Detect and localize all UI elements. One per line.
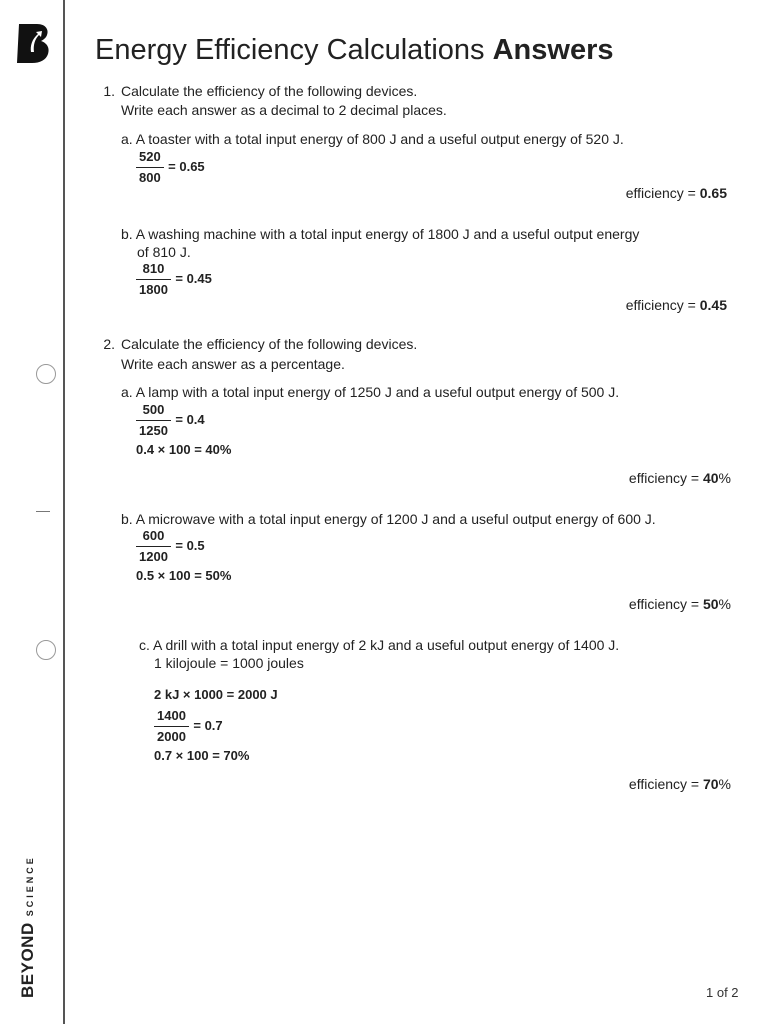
numerator: 1400 xyxy=(154,708,189,727)
numerator: 520 xyxy=(136,149,164,168)
efficiency-unit: % xyxy=(718,596,731,612)
denominator: 800 xyxy=(139,170,161,185)
numerator: 600 xyxy=(136,528,171,547)
fraction xyxy=(136,261,171,298)
fraction-working xyxy=(136,402,205,440)
efficiency-value: 50 xyxy=(702,596,719,612)
part-text-cont: of 810 J. xyxy=(137,244,191,260)
fold-mark xyxy=(36,511,50,512)
efficiency-answer xyxy=(629,470,731,486)
punch-hole xyxy=(36,364,56,384)
numerator: 810 xyxy=(136,261,171,280)
efficiency-label: efficiency = xyxy=(628,596,700,612)
fraction-result: = 0.7 xyxy=(193,718,223,733)
title-main: Energy Efficiency Calculations xyxy=(95,34,485,66)
fraction-working xyxy=(136,149,205,187)
brand-subname: SCIENCE xyxy=(25,855,35,917)
question-instruction: Write each answer as a decimal to 2 decimal places. xyxy=(121,102,447,118)
part-text: a. A toaster with a total input energy of 800 J and a useful output energy of 520 J. xyxy=(121,131,624,147)
page-title xyxy=(95,34,614,67)
percentage-calculation: 0.4 × 100 = 40% xyxy=(136,442,232,457)
efficiency-value: 40 xyxy=(702,470,719,486)
fraction-result: = 0.5 xyxy=(175,538,205,553)
denominator: 1800 xyxy=(139,282,168,297)
fraction xyxy=(136,528,171,565)
title-bold: Answers xyxy=(492,34,614,66)
part-text: a. A lamp with a total input energy of 1250 J and a useful output energy of 500 J. xyxy=(121,384,620,400)
efficiency-label: efficiency = xyxy=(628,470,700,486)
efficiency-unit: % xyxy=(718,776,731,792)
fraction-working xyxy=(154,708,223,746)
beyond-b-logo-icon xyxy=(15,22,51,64)
question-number: 2. xyxy=(103,336,115,352)
punch-hole xyxy=(36,640,56,660)
page-number: 1 of 2 xyxy=(706,985,739,1000)
margin-line xyxy=(63,0,65,1024)
fraction xyxy=(154,708,189,745)
denominator: 1250 xyxy=(139,423,168,438)
efficiency-label: efficiency = xyxy=(625,185,696,201)
question-number: 1. xyxy=(103,83,115,99)
fraction-working xyxy=(136,261,212,299)
denominator: 1200 xyxy=(139,549,168,564)
efficiency-label: efficiency = xyxy=(628,776,700,792)
efficiency-label: efficiency = xyxy=(625,297,696,313)
brand-name: BEYOND xyxy=(18,922,37,998)
fraction xyxy=(136,402,171,439)
numerator: 500 xyxy=(136,402,171,421)
unit-note: 1 kilojoule = 1000 joules xyxy=(154,655,304,671)
question-text: Calculate the efficiency of the following devices. xyxy=(121,83,418,99)
fraction-result: = 0.45 xyxy=(175,271,212,286)
fraction-working xyxy=(136,528,205,566)
efficiency-value: 0.45 xyxy=(699,297,727,313)
part-text: b. A microwave with a total input energy of 1200 J and a useful output energy of 600 J. xyxy=(121,511,656,527)
efficiency-answer xyxy=(626,297,727,313)
percentage-calculation: 0.5 × 100 = 50% xyxy=(136,568,232,583)
fraction xyxy=(136,149,164,186)
question-text: Calculate the efficiency of the following devices. xyxy=(121,336,418,352)
efficiency-answer xyxy=(629,596,731,612)
question-instruction: Write each answer as a percentage. xyxy=(121,356,345,372)
efficiency-answer xyxy=(629,776,731,792)
fraction-result: = 0.65 xyxy=(168,159,205,174)
part-text: b. A washing machine with a total input energy of 1800 J and a useful output energy xyxy=(121,226,640,242)
percentage-calculation: 0.7 × 100 = 70% xyxy=(154,748,250,763)
denominator: 2000 xyxy=(157,729,186,744)
efficiency-value: 0.65 xyxy=(699,185,727,201)
unit-conversion: 2 kJ × 1000 = 2000 J xyxy=(154,687,278,702)
efficiency-unit: % xyxy=(718,470,731,486)
part-text: c. A drill with a total input energy of 2 kJ and a useful output energy of 1400 J. xyxy=(139,637,620,653)
brand-wordmark xyxy=(18,855,38,998)
efficiency-value: 70 xyxy=(702,776,719,792)
efficiency-answer xyxy=(626,185,727,201)
fraction-result: = 0.4 xyxy=(175,412,205,427)
